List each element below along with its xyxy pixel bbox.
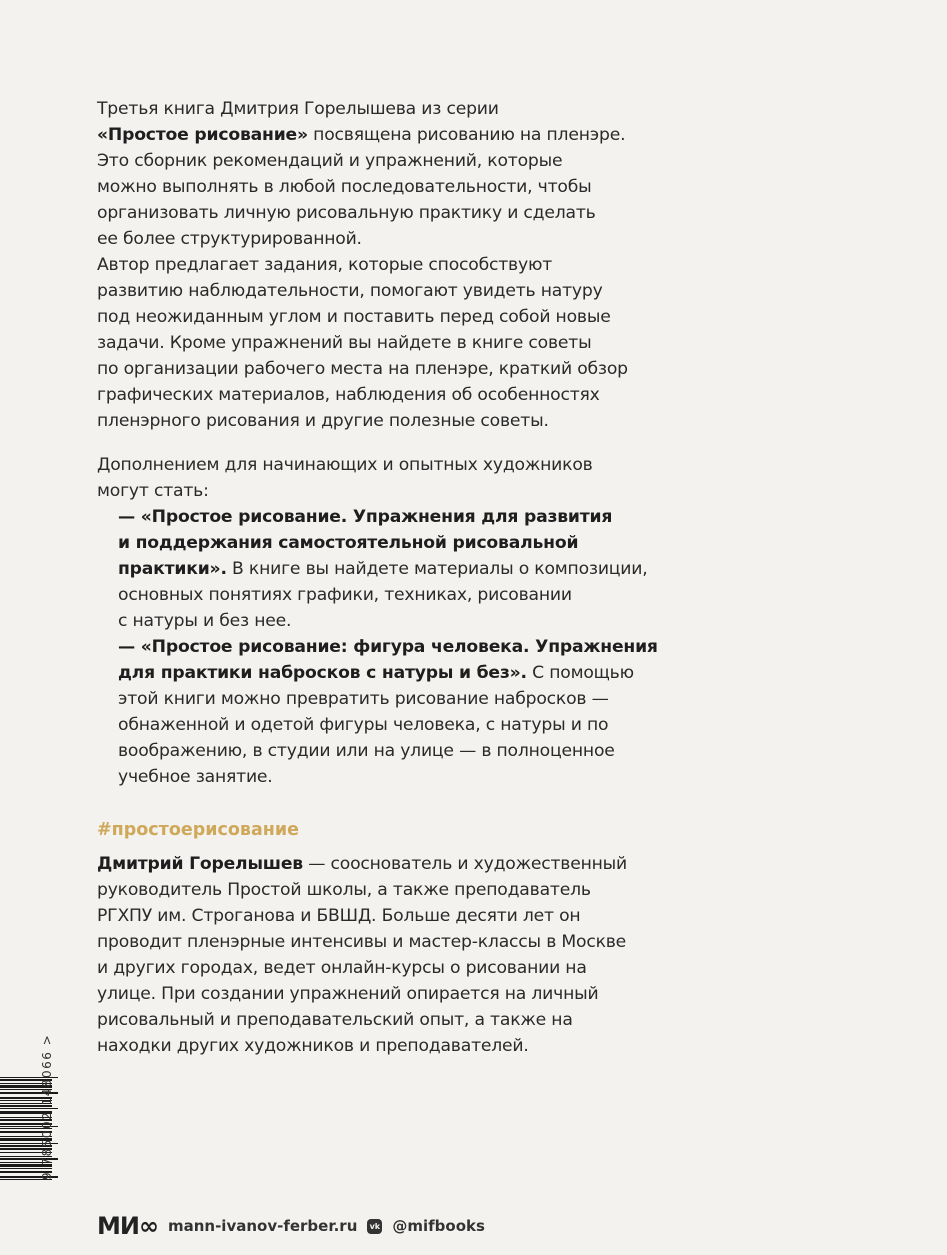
text-line xyxy=(118,532,578,554)
text-line xyxy=(97,410,549,432)
publisher-footer xyxy=(97,1212,485,1240)
vk-icon: vk xyxy=(367,1219,382,1234)
line-text: и других городах, ведет онлайн-курсы о рисовании на xyxy=(97,958,587,978)
text-line xyxy=(97,454,593,476)
text-line xyxy=(118,584,572,606)
text-line xyxy=(118,688,609,710)
line-text: Автор предлагает задания, которые способствуют xyxy=(97,255,553,275)
line-text: улице. При создании упражнений опирается на личный xyxy=(97,984,599,1004)
social-handle[interactable]: @mifbooks xyxy=(392,1217,485,1235)
line-text: ее более структурированной. xyxy=(97,229,362,249)
text-line xyxy=(118,662,634,684)
bold-text: — «Простое рисование. Упражнения для развития xyxy=(118,507,613,527)
line-text: могут стать: xyxy=(97,481,209,501)
line-text: руководитель Простой школы, а также преподаватель xyxy=(97,880,591,900)
text-line xyxy=(118,766,273,788)
text-line xyxy=(97,879,591,901)
text-line xyxy=(97,176,592,198)
line-text: с натуры и без нее. xyxy=(118,611,292,631)
line-text: задачи. Кроме упражнений вы найдете в книге советы xyxy=(97,333,592,353)
text-line xyxy=(97,983,598,1005)
text-line xyxy=(97,1009,573,1031)
line-text: Дополнением для начинающих и опытных художников xyxy=(97,455,593,475)
text-line xyxy=(97,280,603,302)
publisher-logo: МИ∞ xyxy=(97,1212,158,1240)
text-line xyxy=(97,306,611,328)
line-text: основных понятиях графики, техниках, рисовании xyxy=(118,585,572,605)
text-line xyxy=(97,931,626,953)
line-text: Третья книга Дмитрия Горелышева из серии xyxy=(97,99,499,119)
hashtag: #простоерисование xyxy=(97,820,300,840)
line-text: под неожиданным углом и поставить перед собой новые xyxy=(97,307,611,327)
line-text: учебное занятие. xyxy=(118,767,273,787)
line-text: графических материалов, наблюдения об особенностях xyxy=(97,385,600,405)
bold-text: «Простое рисование» xyxy=(97,125,308,145)
bold-text: и поддержания самостоятельной рисовальной xyxy=(118,533,579,553)
website-link[interactable]: mann-ivanov-ferber.ru xyxy=(167,1217,358,1235)
text-line xyxy=(97,358,628,380)
line-text: РГХПУ им. Строганова и БВШД. Больше десяти лет он xyxy=(97,906,581,926)
text-line xyxy=(118,558,648,580)
bold-text: практики». xyxy=(118,559,227,579)
text-line xyxy=(118,610,291,632)
line-text: проводит пленэрные интенсивы и мастер-классы в Москве xyxy=(97,932,627,952)
text-line xyxy=(97,124,625,146)
bold-text: Дмитрий Горелышев xyxy=(97,854,303,874)
text-line xyxy=(97,202,596,224)
line-text: по организации рабочего места на пленэре, краткий обзор xyxy=(97,359,628,379)
line-text: В книге вы найдете материалы о композиции, xyxy=(226,559,648,579)
text-line xyxy=(97,254,552,276)
line-text: можно выполнять в любой последовательности, чтобы xyxy=(97,177,592,197)
text-line xyxy=(97,228,362,250)
line-text: организовать личную рисовальную практику и сделать xyxy=(97,203,596,223)
isbn-number: 9 785002 148066 > xyxy=(40,1033,54,1180)
line-text: пленэрного рисования и другие полезные советы. xyxy=(97,411,549,431)
text-line xyxy=(118,636,658,658)
text-line xyxy=(97,1035,529,1057)
line-text: Это сборник рекомендаций и упражнений, которые xyxy=(97,151,563,171)
text-line xyxy=(97,332,591,354)
text-line xyxy=(97,480,209,502)
line-text: рисовальный и преподавательский опыт, а также на xyxy=(97,1010,573,1030)
line-text: находки других художников и преподавателей. xyxy=(97,1036,529,1056)
text-line xyxy=(97,957,587,979)
text-line xyxy=(97,905,580,927)
line-text: — сооснователь и художественный xyxy=(302,854,628,874)
line-text: развитию наблюдательности, помогают увидеть натуру xyxy=(97,281,603,301)
text-line xyxy=(97,853,627,875)
line-text: этой книги можно превратить рисование набросков — xyxy=(118,689,609,709)
bold-text: — «Простое рисование: фигура человека. Упражнения xyxy=(118,637,658,657)
text-line xyxy=(118,506,612,528)
text-line xyxy=(97,150,562,172)
text-line xyxy=(118,740,615,762)
text-line xyxy=(118,714,608,736)
text-line xyxy=(97,384,600,406)
line-text: обнаженной и одетой фигуры человека, с натуры и по xyxy=(118,715,609,735)
text-line xyxy=(97,98,499,120)
line-text: посвящена рисованию на пленэре. xyxy=(307,125,626,145)
line-text: воображению, в студии или на улице — в полноценное xyxy=(118,741,615,761)
bold-text: для практики набросков с натуры и без». xyxy=(118,663,527,683)
line-text: С помощью xyxy=(526,663,634,683)
